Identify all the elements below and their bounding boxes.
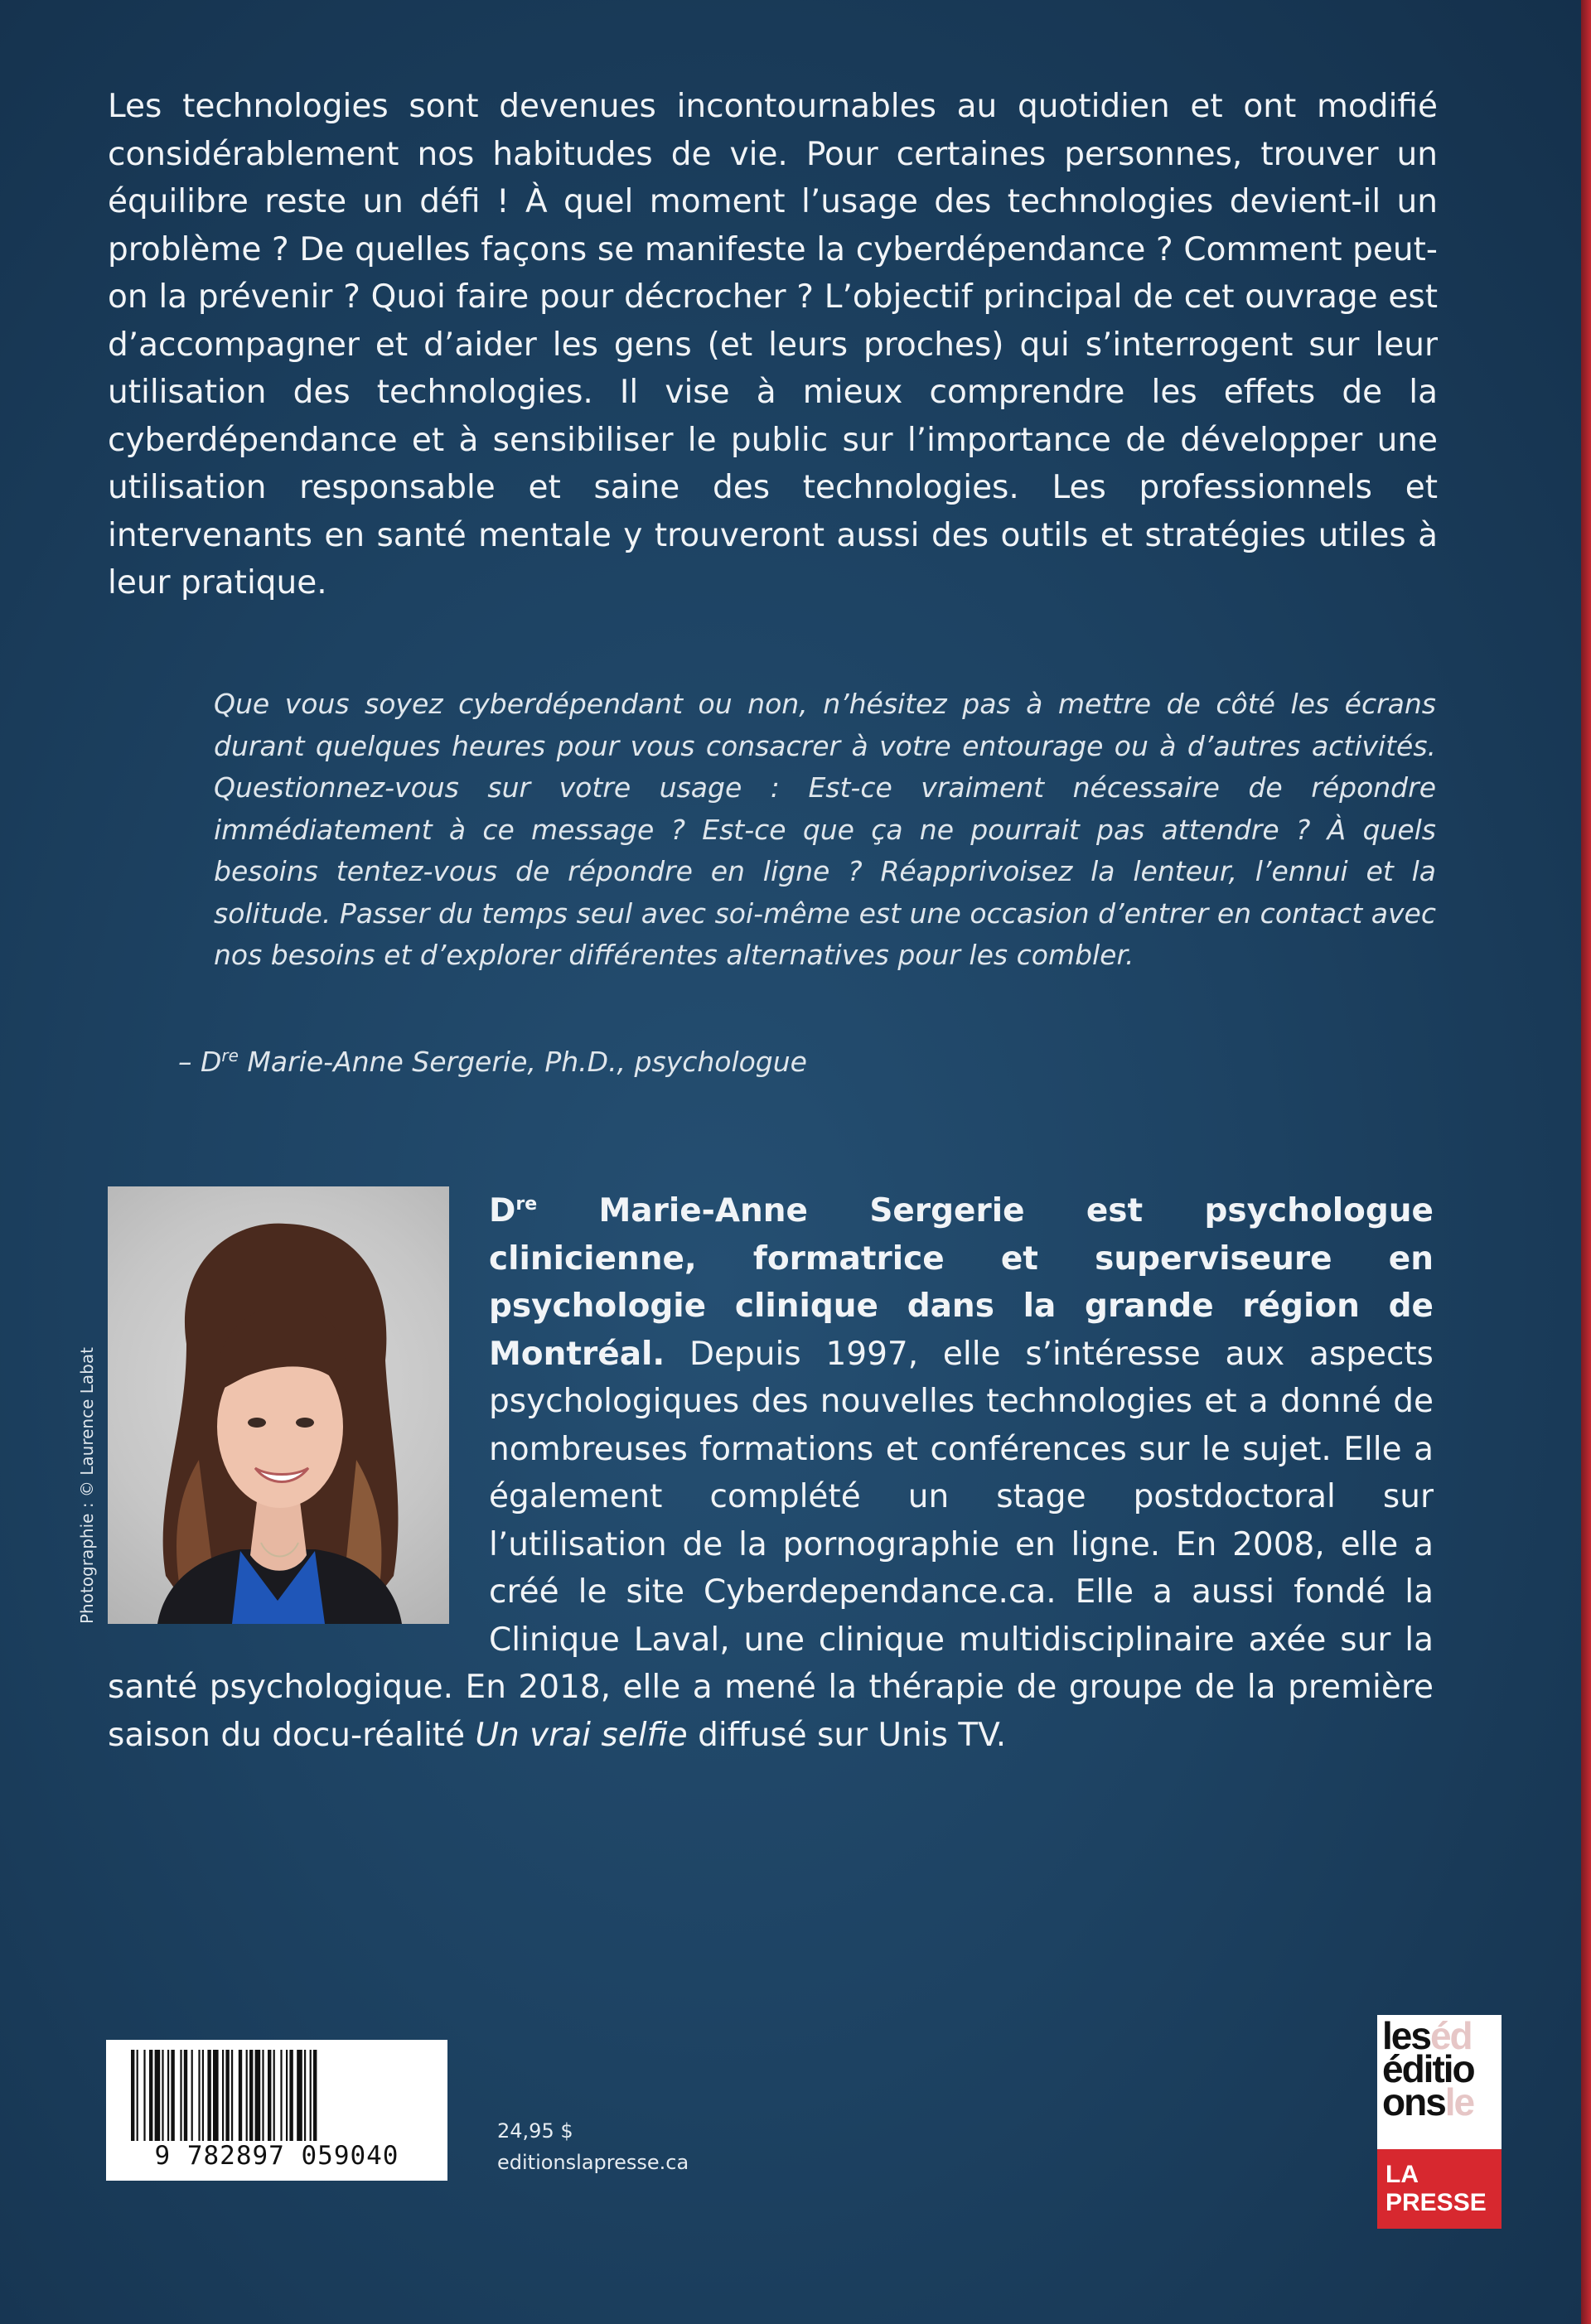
barcode-bar: [262, 2050, 264, 2141]
barcode-bar: [162, 2050, 163, 2141]
barcode-bar: [155, 2050, 161, 2141]
barcode-bar: [167, 2050, 169, 2141]
spine-edge: [1581, 0, 1591, 2324]
barcode-bar: [131, 2050, 134, 2141]
barcode-bar: [213, 2050, 219, 2141]
barcode-bar: [207, 2050, 210, 2141]
publisher-website[interactable]: editionslapresse.ca: [497, 2151, 689, 2174]
photo-credit: Photographie : © Laurence Labat: [77, 1347, 97, 1624]
logo-line-2: éditio: [1382, 2047, 1474, 2090]
barcode-bar: [289, 2050, 293, 2141]
attribution-sup: re: [221, 1046, 239, 1065]
barcode-bar: [239, 2050, 242, 2141]
barcode-bar: [297, 2050, 302, 2141]
barcode-bars: [131, 2050, 423, 2141]
intro-paragraph: Les technologies sont devenues incontournables au quotidien et ont modifié considérablement nos habitudes de vie. Pour certaines personnes, trouver un équilibre reste un défi ! À quel moment l’usage des technologies devient-il un problème ? De quelles façons se manifeste la cyberdépendance ? Comment peut-on la prévenir ? Quoi faire pour décrocher ? L’objectif principal de cet ouvrage est d’accompagner et d’aider les gens (et leurs proches) qui s’interrogent sur leur utilisation des technologies. Il vise à mieux comprendre les effets de la cyberdépendance et à sensibiliser le public sur l’importance de développer une utilisation responsable et saine des technologies. Les professionnels et intervenants en santé mentale y trouveront aussi des outils et stratégies utiles à leur pratique.: [108, 88, 1438, 602]
barcode-bar: [202, 2050, 204, 2141]
logo-la-presse: [1377, 2149, 1502, 2229]
attribution-rest: Marie-Anne Sergerie, Ph.D., psychologue: [238, 1046, 807, 1078]
logo-line-1: leséd: [1382, 2015, 1472, 2057]
barcode-bar: [225, 2050, 229, 2141]
barcode-bar: [310, 2050, 312, 2141]
barcode-bar: [273, 2050, 275, 2141]
barcode-bar: [184, 2050, 187, 2141]
barcode-bar: [246, 2050, 248, 2141]
barcode-bar: [198, 2050, 200, 2141]
barcode-bar: [280, 2050, 282, 2141]
bio-text-part1: Depuis 1997, elle s’intéresse aux aspects psychologiques des nouvelles technologies et a donné de nombreuses formations et conférences sur le sujet. Elle a également complété un stage postdoctoral sur l’utilisation de la pornographie en ligne. En 2008, elle a créé le site Cyberdependance.ca. Elle a aussi fondé la Clinique Laval, une clinique multidisciplinaire axée sur la santé psychologique. En 2018, elle a mené la thérapie de groupe de la première saison du docu-réalité: [108, 1335, 1434, 1754]
barcode-bar: [149, 2050, 152, 2141]
publisher-logo: [1377, 2015, 1502, 2229]
barcode-bar: [286, 2050, 288, 2141]
isbn-number: 9 782897 059040: [154, 2141, 399, 2171]
price: 24,95 $: [497, 2119, 573, 2143]
barcode-bar: [231, 2050, 233, 2141]
bio-text-part2: diffusé sur Unis TV.: [687, 1716, 1007, 1754]
barcode-bar: [249, 2050, 253, 2141]
barcode-bar: [180, 2050, 181, 2141]
barcode-bar: [313, 2050, 317, 2141]
quote-text: Que vous soyez cyberdépendant ou non, n’hésitez pas à mettre de côté les écrans durant quelques heures pour vous consacrer à votre entourage ou à d’autres activités. Questionnez-vous sur votre usage : Est-ce vraiment nécessaire de répondre immédiatement à ce message ? Est-ce que ça ne pourrait pas attendre ? À quels besoins tentez-vous de répondre en ligne ? Réapprivoisez la lenteur, l’ennui et la solitude. Passer du temps seul avec soi-même est une occasion d’entrer en contact avec nos besoins et d’explorer différentes alternatives pour les combler.: [214, 688, 1436, 971]
logo-line-3: onsle: [1382, 2080, 1474, 2123]
barcode-bar: [268, 2050, 271, 2141]
logo-press-line-1: LA: [1385, 2161, 1419, 2188]
barcode-bar: [171, 2050, 174, 2141]
barcode-bar: [255, 2050, 261, 2141]
barcode-bar: [222, 2050, 224, 2141]
barcode-bar: [304, 2050, 306, 2141]
show-title: Un vrai selfie: [475, 1716, 688, 1754]
attribution-prefix: – D: [178, 1046, 222, 1078]
bio-bold-intro: Dre Marie-Anne Sergerie est psychologue clinicienne, formatrice et superviseure en psychologie clinique dans la grande région de Montréal.: [489, 1192, 1434, 1373]
barcode-bar: [143, 2050, 145, 2141]
barcode-bar: [191, 2050, 193, 2141]
quote-attribution: [178, 1046, 807, 1078]
logo-press-line-2: PRESSE: [1385, 2189, 1487, 2216]
author-photo: [108, 1186, 449, 1624]
barcode-bar: [137, 2050, 138, 2141]
barcode: [106, 2040, 447, 2181]
